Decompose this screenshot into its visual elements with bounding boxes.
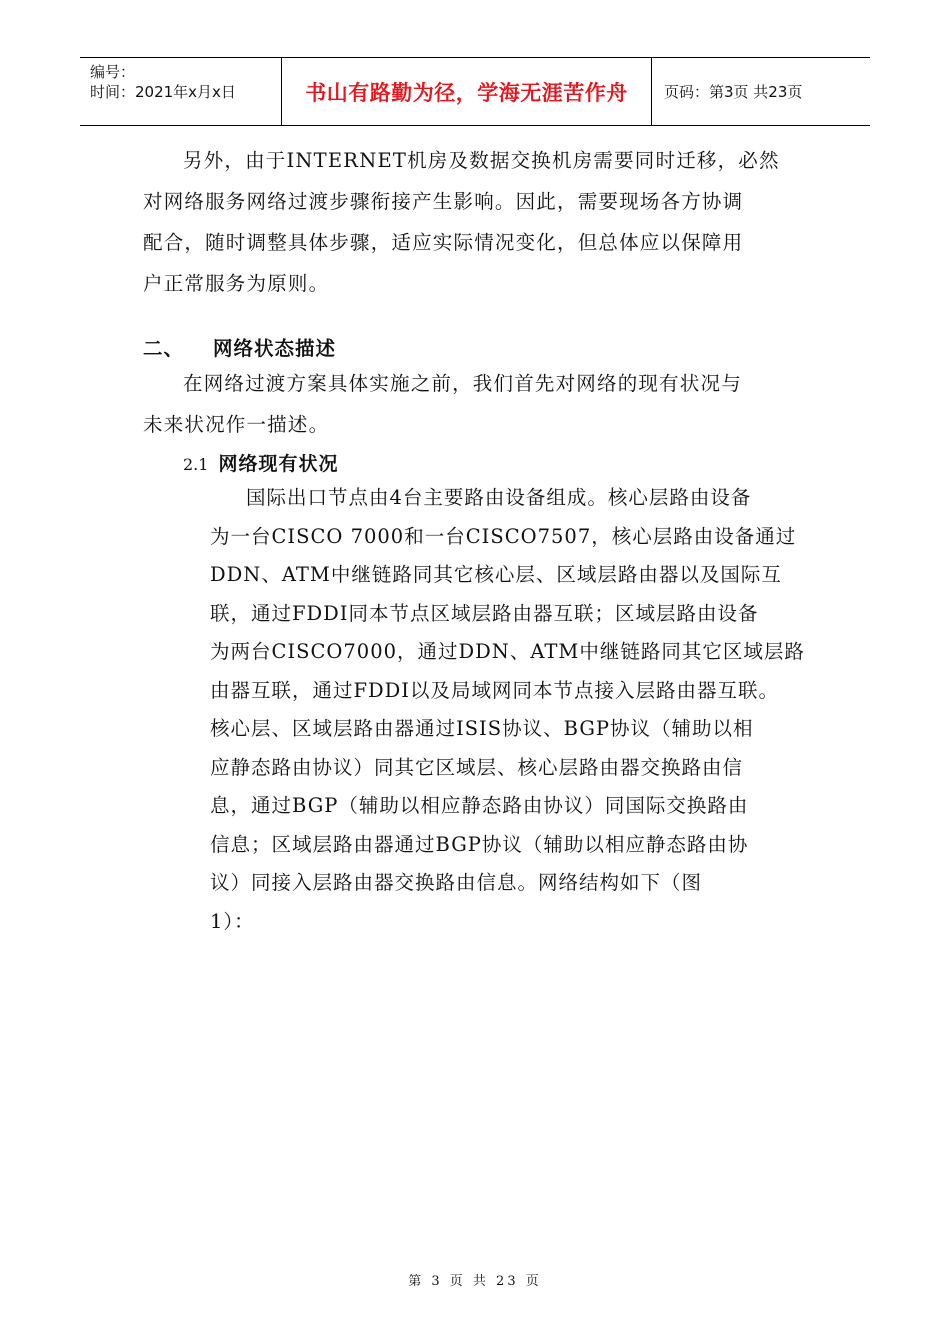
paragraph-line: 在网络过渡方案具体实施之前，我们首先对网络的现有状况与	[183, 372, 742, 395]
number-label: 编号：	[90, 63, 136, 81]
paragraph-line: 为两台CISCO7000，通过DDN、ATM中继链路同其它区域层路	[210, 640, 805, 663]
paragraph-line: DDN、ATM中继链路同其它核心层、区域层路由器以及国际互	[210, 563, 782, 586]
paragraph-line: 国际出口节点由4台主要路由设备组成。核心层路由设备	[246, 486, 752, 509]
paragraph-line: 对网络服务网络过渡步骤衔接产生影响。因此，需要现场各方协调	[143, 190, 744, 213]
paragraph-line: 1）：	[210, 909, 255, 933]
paragraph-line: 信息；区域层路由器通过BGP协议（辅助以相应静态路由协	[210, 832, 749, 856]
subsection-heading	[183, 449, 338, 476]
subsection-paragraph	[210, 479, 830, 941]
header-page-info: 页码：第3页 共23页	[664, 83, 803, 101]
intro-paragraph	[143, 140, 823, 304]
page-footer	[0, 1270, 950, 1289]
page-header	[80, 57, 870, 126]
section-heading	[143, 333, 336, 361]
time-label: 时间：2021年x月x日	[90, 83, 236, 101]
paragraph-line: 核心层、区域层路由器通过ISIS协议、BGP协议（辅助以相	[210, 717, 754, 740]
paragraph-line: 息，通过BGP（辅助以相应静态路由协议）同国际交换路由	[210, 794, 749, 817]
header-meta-cell	[80, 58, 282, 125]
section-title: 网络状态描述	[213, 337, 337, 360]
paragraph-line: 户正常服务为原则。	[143, 272, 330, 295]
header-motto-cell	[282, 58, 652, 125]
header-page-cell	[652, 58, 870, 125]
paragraph-line: 为一台CISCO 7000和一台CISCO7507，核心层路由设备通过	[210, 524, 797, 548]
section2-paragraph	[143, 363, 823, 445]
header-motto: 书山有路勤为径，学海无涯苦作舟	[305, 80, 628, 105]
paragraph-line: 联，通过FDDI同本节点区域层路由器互联；区域层路由设备	[210, 601, 759, 625]
paragraph-line: 配合，随时调整具体步骤，适应实际情况变化，但总体应以保障用	[143, 231, 744, 254]
section-number: 二、	[143, 337, 185, 360]
paragraph-line: 由器互联，通过FDDI以及局域网同本节点接入层路由器互联。	[210, 678, 780, 702]
footer-page-number: 第 3 页 共 23 页	[408, 1274, 542, 1289]
paragraph-line: 另外，由于INTERNET机房及数据交换机房需要同时迁移，必然	[183, 149, 780, 172]
paragraph-line: 应静态路由协议）同其它区域层、核心层路由器交换路由信	[210, 755, 744, 779]
subsection-number: 2.1	[183, 455, 209, 474]
paragraph-line: 未来状况作一描述。	[143, 413, 330, 436]
paragraph-line: 议）同接入层路由器交换路由信息。网络结构如下（图	[210, 871, 703, 894]
subsection-title: 网络现有状况	[218, 453, 339, 475]
